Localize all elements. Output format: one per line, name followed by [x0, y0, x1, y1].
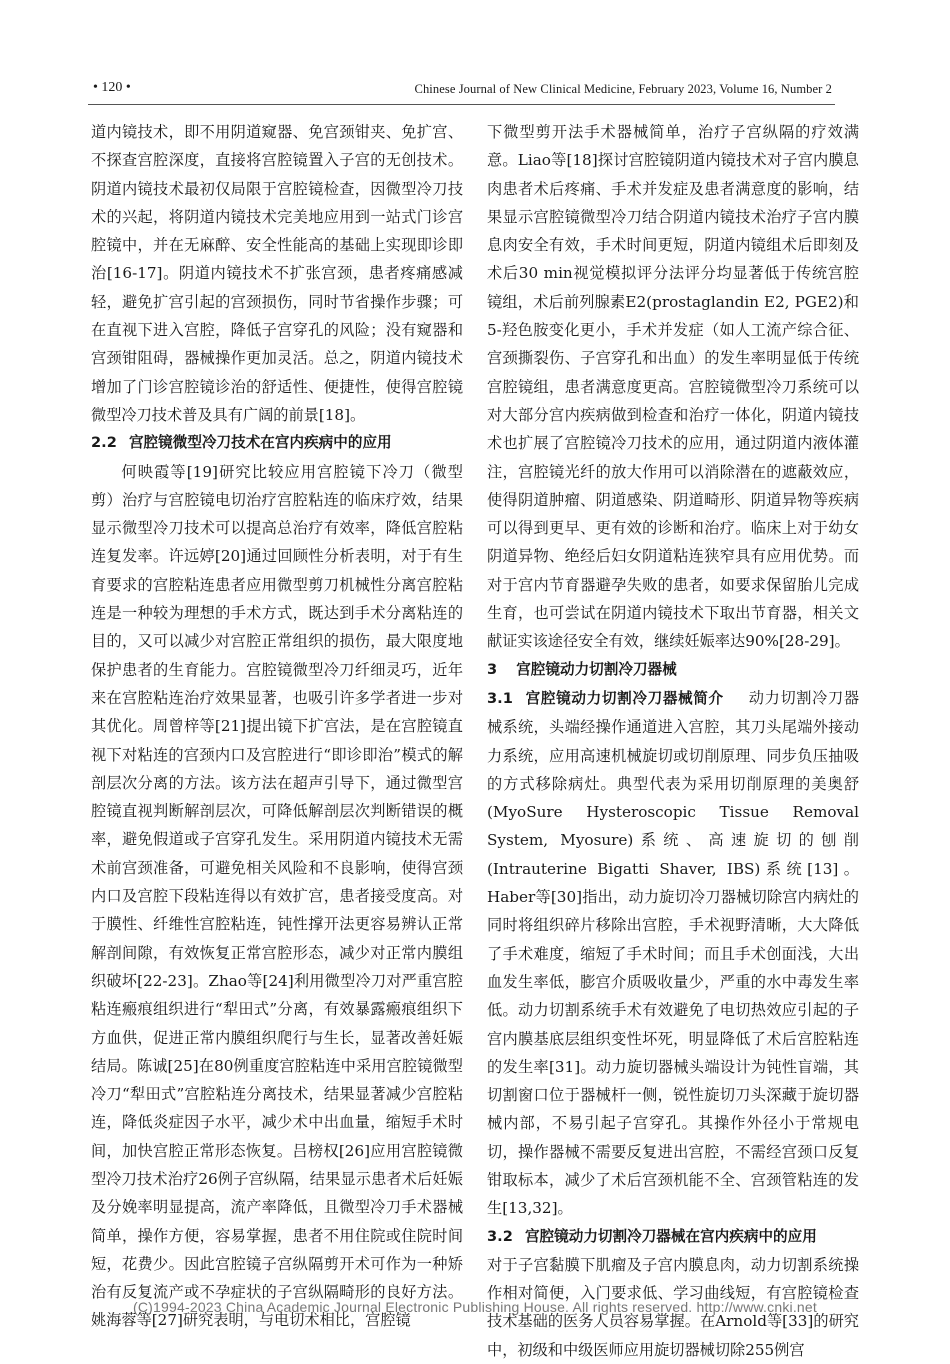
section-title: 宫腔镜动力切割冷刀器械在宫内疾病中的应用: [524, 1227, 817, 1245]
paragraph: 何映霞等[19]研究比较应用宫腔镜下冷刀（微型剪）治疗与宫腔镜电切治疗宫腔粘连的临床疗效，结果显示微型冷刀技术可以提高总治疗有效率，降低宫腔粘连复发率。许远婷[20]通过回顾性分析表明，对于有生育要求的宫腔粘连患者应用微型剪刀机械性分离宫腔粘连是一种较为理想的手术方式，既达到手术分离粘连的目的，又可以减少对宫腔正常组织的损伤，最大限度地保护患者的生育能力。宫腔镜微型冷刀纤细灵巧，近年来在宫腔粘连治疗效果显著，也吸引许多学者进一步对其优化。周曾梓等[21]提出镜下扩宫法，是在宫腔镜直视下对粘连的宫颈内口及宫腔进行“即诊即治”模式的解剖层次分离的方法。该方法在超声引导下，通过微型宫腔镜直视判断解剖层次，可降低解剖层次判断错误的概率，避免假道或子宫穿孔发生。采用阴道内镜技术无需术前宫颈准备，可避免相关风险和不良影响，使得宫颈内口及宫腔下段粘连得以有效扩宫，患者接受度高。对于膜性、纤维性宫腔粘连，钝性撑开法更容易辨认正常解剖间隙，有效恢复正常宫腔形态，减少对正常内膜组织破坏[22-23]。Zhao等[24]利用微型冷刀对严重宫腔粘连瘢痕组织进行“犁田式”分离，有效暴露瘢痕组织下方血供，促进正常内膜组织爬行与生长，显著改善妊娠结局。陈诚[25]在80例重度宫腔粘连中采用宫腔镜微型冷刀“犁田式”宫腔粘连分离技术，结果显著减少宫腔粘连，降低炎症因子水平，减少术中出血量，缩短手术时间，加快宫腔正常形态恢复。吕榜权[26]应用宫腔镜微型冷刀技术治疗26例子宫纵隔，结果显示患者术后妊娠及分娩率明显提高，流产率降低，且微型冷刀手术器械简单，操作方便，容易掌握，患者不用住院或住院时间短，花费少。因此宫腔镜子宫纵隔剪开术可作为一种矫治有反复流产或不孕症状的子宫纵隔畸形的良好方法。姚海蓉等[27]研究表明，与电切术相比，宫腔镜: [91, 462, 463, 1330]
paragraph-continuation: 下微型剪开法手术器械简单，治疗子宫纵隔的疗效满意。Liao等[18]探讨宫腔镜阴道内镜技术对子宫内膜息肉患者术后疼痛、手术并发症及患者满意度的影响，结果显示宫腔镜微型冷刀结合阴道内镜技术治疗子宫内膜息肉安全有效，手术时间更短，阴道内镜组术后即刻及术后30 min视觉模拟评分法评分均显著低于传统宫腔镜组，术后前列腺素E2(prostaglandin E2, PGE2)和5-羟色胺变化更小，手术并发症（如人工流产综合征、宫颈撕裂伤、子宫穿孔和出血）的发生率明显低于传统宫腔镜组，患者满意度更高。宫腔镜微型冷刀系统可以对大部分宫内疾病做到检查和治疗一体化，阴道内镜技术也扩展了宫腔镜冷刀技术的应用，通过阴道内液体灌注，宫腔镜光纤的放大作用可以消除潜在的遮蔽效应，使得阴道肿瘤、阴道感染、阴道畸形、阴道异物等疾病可以得到更早、更有效的诊断和治疗。临床上对于幼女阴道异物、绝经后妇女阴道粘连狭窄具有应用优势。而对于宫内节育器避孕失败的患者，如要求保留胎儿完成生育，也可尝试在阴道内镜技术下取出节育器，相关文献证实该途径安全有效，继续妊娠率达90%[28-29]。: [487, 123, 859, 651]
section-number: 3: [487, 660, 498, 678]
paragraph-text: 动力切割冷刀器械系统，头端经操作通道进入宫腔，其刀头尾端外接动力系统，应用高速机械旋切或切削原理、同步负压抽吸的方式移除病灶。典型代表为采用切削原理的美奥舒(MyoSure Hysteroscopic Tissue Removal System, Myosure)系统、高速旋切的刨削(Intrauterine Bigatti Shaver, IBS)系统[13]。Haber等[30]指出，动力旋切冷刀器械切除宫内病灶的同时将组织碎片移除出宫腔，手术视野清晰，大大降低了手术难度，缩短了手术时间；而且手术创面浅，大出血发生率低，膨宫介质吸收量少，严重的水中毒发生率低。动力切割系统手术有效避免了电切热效应引起的子宫内膜基底层组织变性坏死，明显降低了术后宫腔粘连的发生率[31]。动力旋切器械头端设计为钝性盲端，其切割窗口位于器械杆一侧，锐性旋切刀头深藏于旋切器械内部，不易引起子宫穿孔。其操作外径小于常规电切，操作器械不需要反复进出宫腔，不需经宫颈口反复钳取标本，减少了术后宫颈机能不全、宫颈管粘连的发生[13,32]。: [487, 688, 860, 1218]
section-heading-2-2: [91, 429, 463, 457]
section-heading-3: [487, 656, 859, 684]
section-title: 宫腔镜微型冷刀技术在宫内疾病中的应用: [128, 434, 392, 452]
section-number: 3.1: [487, 689, 513, 707]
right-column: [487, 118, 859, 1364]
header-rule: [88, 104, 835, 105]
paragraph: 对于子宫黏膜下肌瘤及子宫内膜息肉，动力切割系统操作相对简便，入门要求低、学习曲线短，有宫腔镜检查技术基础的医务人员容易掌握。在Arnold等[33]的研究中，初级和中级医师应用旋切器械切除255例宫: [487, 1255, 859, 1359]
section-title: 宫腔镜动力切割冷刀器械简介: [524, 689, 724, 707]
section-title: 宫腔镜动力切割冷刀器械: [516, 660, 677, 678]
copyright-footer: (C)1994-2023 China Academic Journal Electronic Publishing House. All rights reserved. http://www.cnki.net: [133, 1299, 817, 1315]
section-number: 3.2: [487, 1227, 513, 1245]
section-heading-3-1: [487, 690, 724, 707]
journal-running-header: Chinese Journal of New Clinical Medicine, February 2023, Volume 16, Number 2: [414, 82, 832, 96]
section-number: 2.2: [91, 434, 117, 452]
section-heading-3-2: [487, 1223, 859, 1251]
page-number: • 120 •: [93, 80, 131, 95]
left-column: [91, 118, 463, 1335]
paragraph-continuation: 道内镜技术，即不用阴道窥器、免宫颈钳夹、免扩宫、不探查宫腔深度，直接将宫腔镜置入子宫的无创技术。阴道内镜技术最初仅局限于宫腔镜检查，因微型冷刀技术的兴起，将阴道内镜技术完美地应用到一站式门诊宫腔镜中，并在无麻醉、安全性能高的基础上实现即诊即治[16-17]。阴道内镜技术不扩张宫颈，患者疼痛感减轻，避免扩宫引起的宫颈损伤，同时节省操作步骤；可在直视下进入宫腔，降低子宫穿孔的风险；没有窥器和宫颈钳阻碍，器械操作更加灵活。总之，阴道内镜技术增加了门诊宫腔镜诊治的舒适性、便捷性，使得宫腔镜微型冷刀技术普及具有广阔的前景[18]。: [91, 123, 463, 424]
paragraph-with-heading: [487, 684, 859, 1223]
